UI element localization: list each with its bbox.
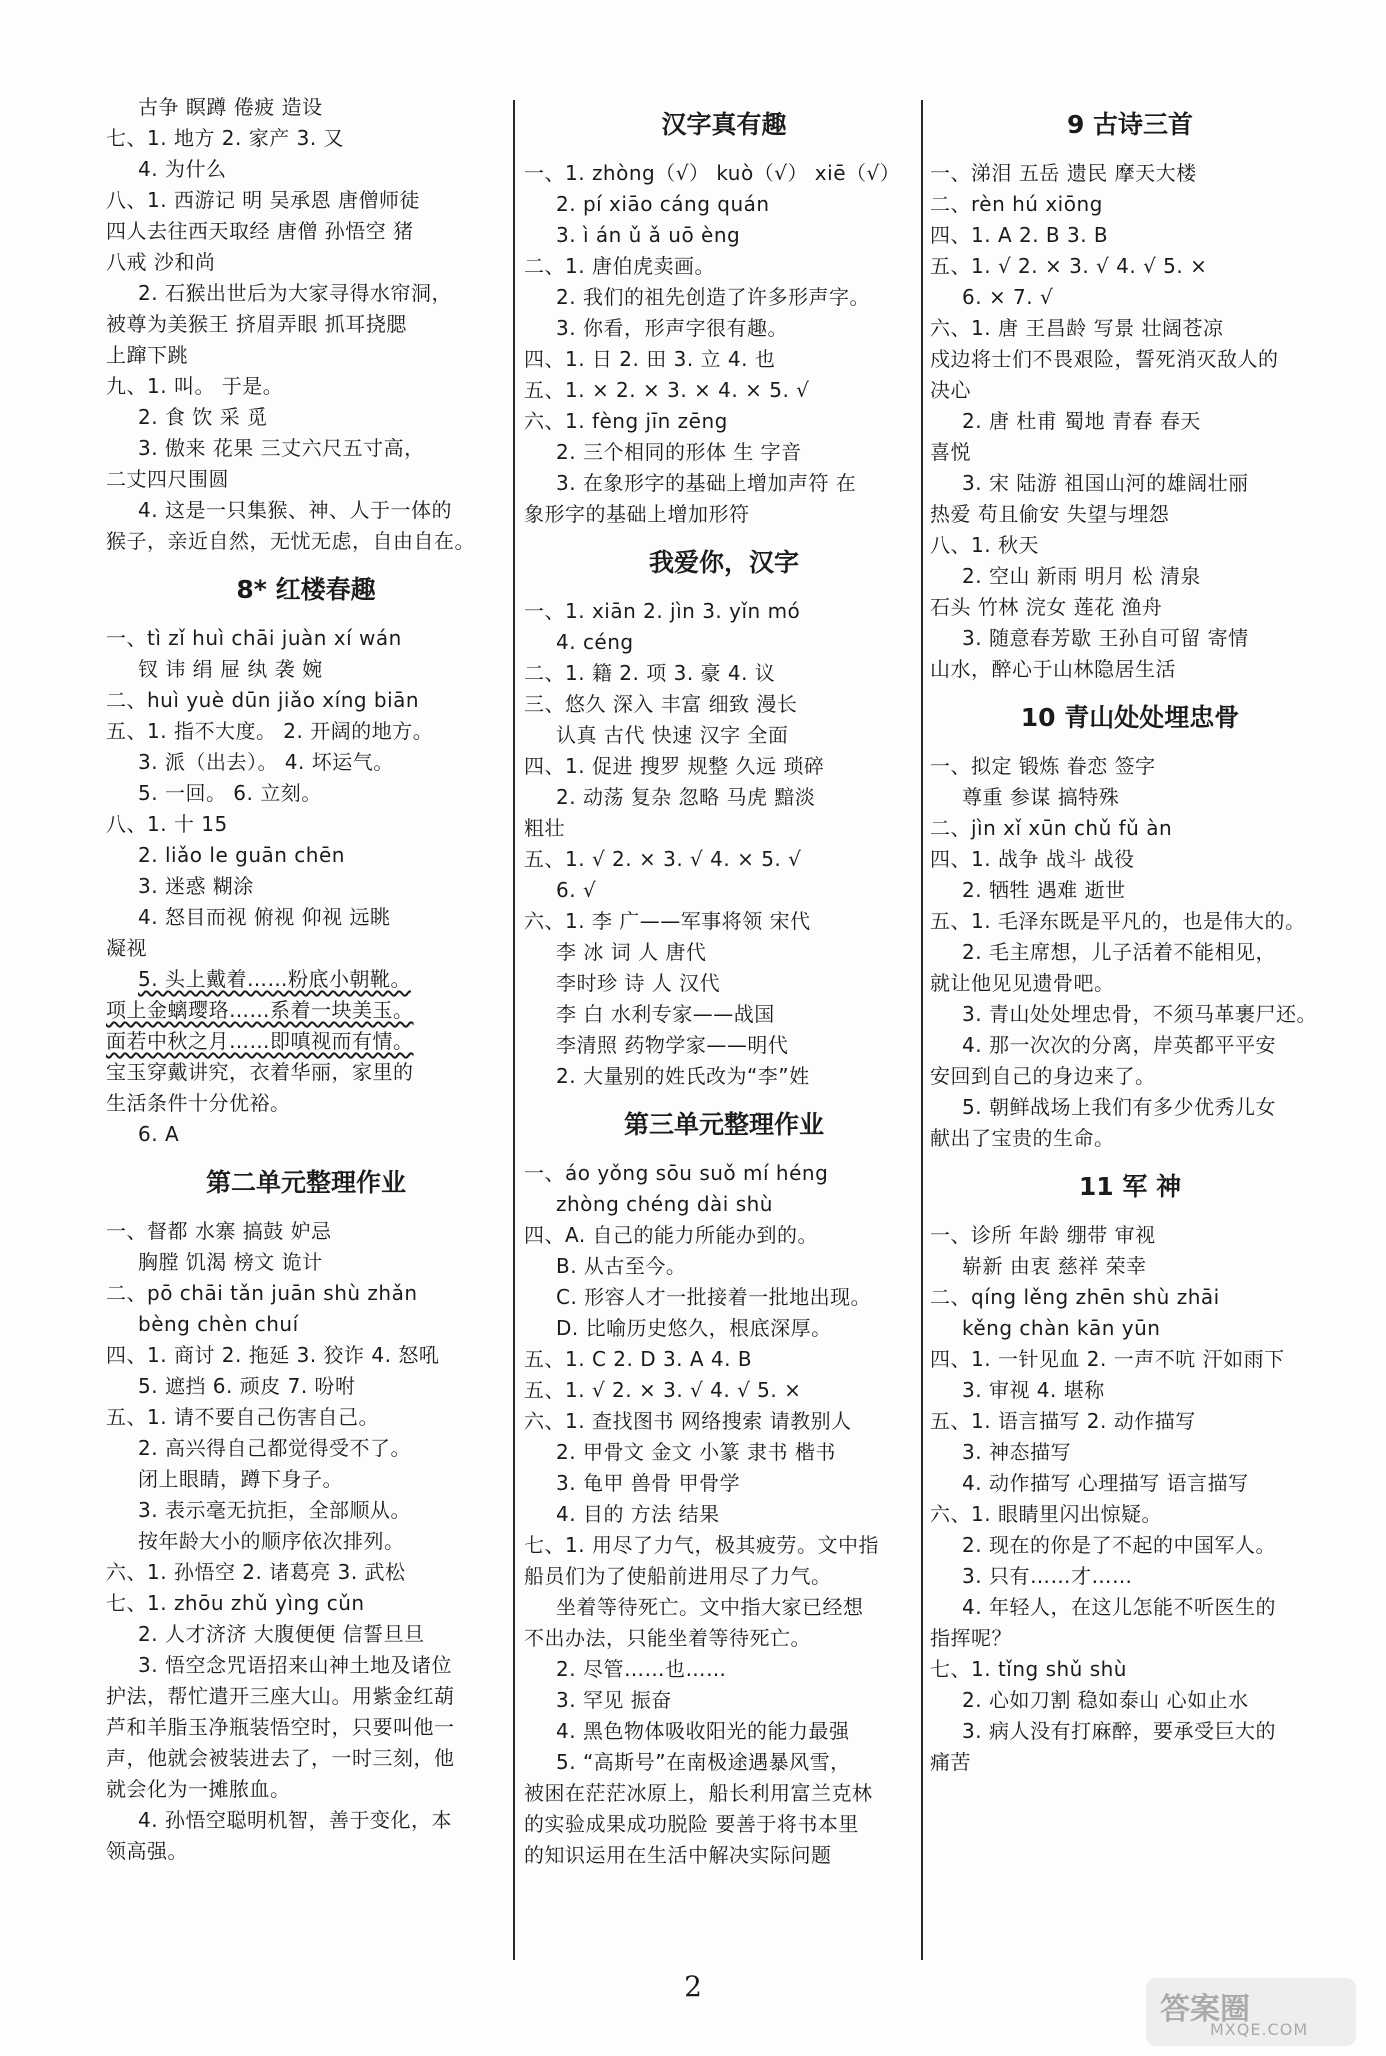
answer-line: 四、1. 日 2. 田 3. 立 4. 也 xyxy=(524,347,776,371)
answer-line: 石头 竹林 浣女 莲花 渔舟 xyxy=(930,595,1163,619)
answer-line: 6. A xyxy=(138,1122,180,1146)
answer-line: 五、1. √ 2. × 3. √ 4. √ 5. × xyxy=(524,1378,802,1402)
answer-line: 二、huì yuè dūn jiǎo xíng biān xyxy=(106,688,420,712)
answer-line: 坐着等待死亡。文中指大家已经想 xyxy=(556,1595,864,1619)
answer-line: 二、1. 籍 2. 项 3. 豪 4. 议 xyxy=(524,661,776,685)
answer-line: 上蹿下跳 xyxy=(106,343,188,367)
answer-column-middle xyxy=(524,92,924,1871)
answer-line: 安回到自己的身边来了。 xyxy=(930,1064,1156,1088)
answer-line: B. 从古至今。 xyxy=(556,1254,687,1278)
answer-line: 七、1. 用尽了力气，极其疲劳。文中指 xyxy=(524,1533,879,1557)
answer-line: 6. √ xyxy=(556,878,597,902)
answer-line: 九、1. 叫。 于是。 xyxy=(106,374,284,398)
answer-line: 护法，帮忙遣开三座大山。用紫金红葫 xyxy=(106,1684,455,1708)
answer-line: 5. 头上戴着……粉底小朝靴。 xyxy=(138,967,411,991)
answer-line: 李清照 药物学家——明代 xyxy=(556,1033,789,1057)
answer-line: 2. 三个相同的形体 生 字音 xyxy=(556,440,802,464)
answer-line: 不出办法，只能坐着等待死亡。 xyxy=(524,1626,811,1650)
answer-line: 4. 那一次次的分离，岸英都平平安 xyxy=(962,1033,1276,1057)
answer-line: 3. 病人没有打麻醉，要承受巨大的 xyxy=(962,1719,1276,1743)
watermark-logo xyxy=(1146,1978,1356,2046)
answer-line: 粗壮 xyxy=(524,816,565,840)
section-title: 第三单元整理作业 xyxy=(623,1110,824,1139)
answer-line: 四、A. 自己的能力所能办到的。 xyxy=(524,1223,819,1247)
answer-line: 崭新 由衷 慈祥 荣幸 xyxy=(962,1254,1147,1278)
answer-line: 被尊为美猴王 挤眉弄眼 抓耳挠腮 xyxy=(106,312,407,336)
section-title: 10 青山处处埋忠骨 xyxy=(1020,703,1240,732)
answer-line: 李 冰 词 人 唐代 xyxy=(556,940,707,964)
section-title: 第二单元整理作业 xyxy=(205,1168,406,1197)
answer-line: 戍边将士们不畏艰险，誓死消灭敌人的 xyxy=(930,347,1279,371)
answer-line: 二、1. 唐伯虎卖画。 xyxy=(524,254,715,278)
answer-line: 凝视 xyxy=(106,936,147,960)
answer-line: 七、1. tǐng shǔ shù xyxy=(930,1657,1127,1681)
answer-line: 3. 傲来 花果 三丈六尺五寸高， xyxy=(138,436,425,460)
answer-line: 猴子，亲近自然，无忧无虑，自由自在。 xyxy=(106,529,475,553)
answer-line: 二、qíng lěng zhēn shù zhāi xyxy=(930,1285,1220,1309)
answer-line: 五、1. √ 2. × 3. √ 4. × 5. √ xyxy=(524,847,802,871)
answer-line: 面若中秋之月……即嗔视而有情。 xyxy=(106,1029,414,1053)
answer-line: 4. 目的 方法 结果 xyxy=(556,1502,720,1526)
answer-line: 4. 这是一只集猴、神、人于一体的 xyxy=(138,498,452,522)
answer-line: 4. 怒目而视 俯视 仰视 远眺 xyxy=(138,905,391,929)
answer-line: 六、1. 唐 王昌龄 写景 壮阔苍凉 xyxy=(930,316,1224,340)
answer-line: 3. 审视 4. 堪称 xyxy=(962,1378,1105,1402)
answer-line: 七、1. zhōu zhǔ yìng cǔn xyxy=(106,1591,365,1615)
answer-line: 五、1. × 2. × 3. × 4. × 5. √ xyxy=(524,378,810,402)
section-title: 8* 红楼春趣 xyxy=(236,575,376,604)
answer-line: 八戒 沙和尚 xyxy=(106,250,216,274)
answer-line: 五、1. 请不要自己伤害自己。 xyxy=(106,1405,379,1429)
answer-line: 2. 尽管……也…… xyxy=(556,1657,727,1681)
answer-line: 八、1. 十 15 xyxy=(106,812,228,836)
answer-line: 2. 空山 新雨 明月 松 清泉 xyxy=(962,564,1201,588)
answer-line: 痛苦 xyxy=(930,1750,971,1774)
answer-line: 6. × 7. √ xyxy=(962,285,1054,309)
answer-line: 决心 xyxy=(930,378,971,402)
answer-line: 2. 唐 杜甫 蜀地 青春 春天 xyxy=(962,409,1201,433)
answer-line: 献出了宝贵的生命。 xyxy=(930,1126,1115,1150)
answer-line: 五、1. √ 2. × 3. √ 4. √ 5. × xyxy=(930,254,1208,278)
answer-line: bèng chèn chuí xyxy=(138,1312,299,1336)
answer-line: kěng chàn kān yūn xyxy=(962,1316,1161,1340)
answer-line: 四、1. A 2. B 3. B xyxy=(930,223,1109,247)
answer-line: 4. 孙悟空聪明机智，善于变化，本 xyxy=(138,1808,452,1832)
page-number: 2 xyxy=(684,1970,702,2003)
answer-line: 3. 龟甲 兽骨 甲骨学 xyxy=(556,1471,741,1495)
answer-line: 一、1. xiān 2. jìn 3. yǐn mó xyxy=(524,599,801,623)
answer-line: 喜悦 xyxy=(930,440,971,464)
answer-line: 2. 我们的祖先创造了许多形声字。 xyxy=(556,285,870,309)
answer-line: 八、1. 秋天 xyxy=(930,533,1039,557)
answer-line: 古争 瞑蹲 倦疲 造设 xyxy=(138,95,323,119)
answer-line: 胸膛 饥渴 榜文 诡计 xyxy=(138,1250,323,1274)
answer-line: 闭上眼睛，蹲下身子。 xyxy=(138,1467,343,1491)
section-title: 9 古诗三首 xyxy=(1066,110,1194,139)
answer-line: 5. 一回。 6. 立刻。 xyxy=(138,781,322,805)
answer-line: 2. 人才济济 大腹便便 信誓旦旦 xyxy=(138,1622,425,1646)
answer-line: 三、悠久 深入 丰富 细致 漫长 xyxy=(524,692,798,716)
answer-line: 热爱 苟且偷安 失望与埋怨 xyxy=(930,502,1170,526)
answer-column-left xyxy=(106,92,506,1867)
answer-line: 五、1. 毛泽东既是平凡的，也是伟大的。 xyxy=(930,909,1306,933)
answer-line: 尊重 参谋 搞特殊 xyxy=(962,785,1120,809)
answer-line: 2. 心如刀割 稳如泰山 心如止水 xyxy=(962,1688,1249,1712)
answer-line: 七、1. 地方 2. 家产 3. 又 xyxy=(106,126,345,150)
answer-line: 的实验成果成功脱险 要善于将书本里 xyxy=(524,1812,859,1836)
answer-line: 象形字的基础上增加形符 xyxy=(524,502,750,526)
answer-line: 一、诊所 年龄 绷带 审视 xyxy=(930,1223,1156,1247)
answer-line: 2. pí xiāo cáng quán xyxy=(556,192,770,216)
answer-line: 3. 派（出去）。 4. 坏运气。 xyxy=(138,750,394,774)
answer-line: 指挥呢？ xyxy=(930,1626,1012,1650)
answer-line: 一、督都 水寨 搞鼓 妒忌 xyxy=(106,1219,332,1243)
section-title: 我爱你，汉字 xyxy=(648,548,799,577)
answer-line: 八、1. 西游记 明 吴承恩 唐僧师徒 xyxy=(106,188,421,212)
answer-line: D. 比喻历史悠久，根底深厚。 xyxy=(556,1316,832,1340)
answer-line: 2. 高兴得自己都觉得受不了。 xyxy=(138,1436,411,1460)
answer-line: 六、1. 李 广——军事将领 宋代 xyxy=(524,909,811,933)
answer-line: 3. 神态描写 xyxy=(962,1440,1071,1464)
answer-line: 认真 古代 快速 汉字 全面 xyxy=(556,723,789,747)
answer-line: 3. 迷惑 糊涂 xyxy=(138,874,254,898)
answer-line: 宝玉穿戴讲究，衣着华丽，家里的 xyxy=(106,1060,414,1084)
answer-line: 船员们为了使船前进用尽了力气。 xyxy=(524,1564,832,1588)
answer-line: 一、tì zǐ huì chāi juàn xí wán xyxy=(106,626,402,650)
answer-line: 2. 甲骨文 金文 小篆 隶书 楷书 xyxy=(556,1440,836,1464)
answer-line: 钗 讳 绢 屉 纨 袭 婉 xyxy=(138,657,323,681)
answer-line: 3. 宋 陆游 祖国山河的雄阔壮丽 xyxy=(962,471,1249,495)
answer-line: 2. 毛主席想，儿子活着不能相见， xyxy=(962,940,1276,964)
answer-line: 生活条件十分优裕。 xyxy=(106,1091,291,1115)
answer-line: 二、rèn hú xiōng xyxy=(930,192,1103,216)
answer-column-right xyxy=(930,92,1330,1778)
answer-line: 3. 青山处处埋忠骨，不须马革裹尸还。 xyxy=(962,1002,1317,1026)
answer-line: 5. 遮挡 6. 顽皮 7. 吩咐 xyxy=(138,1374,356,1398)
answer-line: 一、1. zhòng（√） kuò（√） xiē（√） xyxy=(524,161,901,185)
answer-line: 2. 食 饮 采 觅 xyxy=(138,405,268,429)
answer-line: 芦和羊脂玉净瓶装悟空时，只要叫他一 xyxy=(106,1715,455,1739)
answer-line: 3. ì án ǔ ǎ uō èng xyxy=(556,223,741,247)
section-title: 汉字真有趣 xyxy=(661,110,787,139)
answer-line: 项上金螭璎珞……系着一块美玉。 xyxy=(106,998,414,1022)
answer-line: 2. 动荡 复杂 忽略 马虎 黯淡 xyxy=(556,785,816,809)
answer-line: 二、jìn xǐ xūn chǔ fǔ àn xyxy=(930,816,1173,840)
answer-line: 3. 悟空念咒语招来山神土地及诸位 xyxy=(138,1653,452,1677)
column-divider-left xyxy=(513,100,515,1960)
answer-line: 2. 大量别的姓氏改为“李”姓 xyxy=(556,1064,810,1088)
answer-line: 3. 只有……才…… xyxy=(962,1564,1133,1588)
answer-line: 声，他就会被装进去了，一时三刻，他 xyxy=(106,1746,455,1770)
answer-line: 五、1. 语言描写 2. 动作描写 xyxy=(930,1409,1196,1433)
answer-line: 四、1. 一针见血 2. 一声不吭 汗如雨下 xyxy=(930,1347,1285,1371)
answer-line: 2. 现在的你是了不起的中国军人。 xyxy=(962,1533,1276,1557)
answer-line: 六、1. 孙悟空 2. 诸葛亮 3. 武松 xyxy=(106,1560,406,1584)
answer-line: 3. 在象形字的基础上增加声符 在 xyxy=(556,471,857,495)
answer-line: 就会化为一摊脓血。 xyxy=(106,1777,291,1801)
answer-line: 六、1. 查找图书 网络搜索 请教别人 xyxy=(524,1409,852,1433)
answer-line: 五、1. C 2. D 3. A 4. B xyxy=(524,1347,753,1371)
answer-line: 五、1. 指不大度。 2. 开阔的地方。 xyxy=(106,719,434,743)
answer-line: 4. 黑色物体吸收阳光的能力最强 xyxy=(556,1719,850,1743)
watermark-text: 答案圈 xyxy=(1160,1992,1250,2027)
answer-line: 四、1. 战争 战斗 战役 xyxy=(930,847,1135,871)
answer-line: 被困在茫茫冰原上，船长利用富兰克林 xyxy=(524,1781,873,1805)
watermark-url: MXQE.COM xyxy=(1210,2020,1309,2039)
answer-line: 4. 动作描写 心理描写 语言描写 xyxy=(962,1471,1249,1495)
answer-line: 3. 罕见 振奋 xyxy=(556,1688,672,1712)
answer-line: 4. céng xyxy=(556,630,634,654)
answer-line: 四、1. 商讨 2. 拖延 3. 狡诈 4. 怒吼 xyxy=(106,1343,440,1367)
answer-line: 四、1. 促进 搜罗 规整 久远 琐碎 xyxy=(524,754,825,778)
answer-line: 5. “高斯号”在南极途遇暴风雪， xyxy=(556,1750,851,1774)
answer-line: 一、涕泪 五岳 遗民 摩天大楼 xyxy=(930,161,1197,185)
answer-line: 四人去往西天取经 唐僧 孙悟空 猪 xyxy=(106,219,414,243)
answer-line: 六、1. 眼睛里闪出惊疑。 xyxy=(930,1502,1162,1526)
answer-line: 2. liǎo le guān chēn xyxy=(138,843,345,867)
answer-line: 山水，醉心于山林隐居生活 xyxy=(930,657,1176,681)
answer-line: 李时珍 诗 人 汉代 xyxy=(556,971,721,995)
section-title: 11 军 神 xyxy=(1078,1172,1182,1201)
answer-line: 2. 石猴出世后为大家寻得水帘洞， xyxy=(138,281,452,305)
answer-line: 3. 随意春芳歇 王孙自可留 寄情 xyxy=(962,626,1249,650)
answer-line: 2. 牺牲 遇难 逝世 xyxy=(962,878,1126,902)
answer-line: 4. 为什么 xyxy=(138,157,227,181)
answer-line: 二丈四尺围圆 xyxy=(106,467,229,491)
answer-line: 5. 朝鲜战场上我们有多少优秀儿女 xyxy=(962,1095,1276,1119)
answer-line: 的知识运用在生活中解决实际问题 xyxy=(524,1843,832,1867)
answer-line: 3. 你看，形声字很有趣。 xyxy=(556,316,788,340)
answer-line: 3. 表示毫无抗拒，全部顺从。 xyxy=(138,1498,411,1522)
answer-line: 李 白 水利专家——战国 xyxy=(556,1002,775,1026)
answer-line: 二、pō chāi tǎn juān shù zhǎn xyxy=(106,1281,418,1305)
answer-line: 一、拟定 锻炼 眷恋 签字 xyxy=(930,754,1156,778)
answer-line: 就让他见见遗骨吧。 xyxy=(930,971,1115,995)
answer-line: 领高强。 xyxy=(106,1839,188,1863)
answer-line: 按年龄大小的顺序依次排列。 xyxy=(138,1529,405,1553)
answer-line: 六、1. fèng jīn zēng xyxy=(524,409,728,433)
answer-line: zhòng chéng dài shù xyxy=(556,1192,773,1216)
answer-line: 一、áo yǒng sōu suǒ mí héng xyxy=(524,1161,829,1185)
answer-line: C. 形容人才一批接着一批地出现。 xyxy=(556,1285,872,1309)
answer-line: 4. 年轻人，在这儿怎能不听医生的 xyxy=(962,1595,1276,1619)
